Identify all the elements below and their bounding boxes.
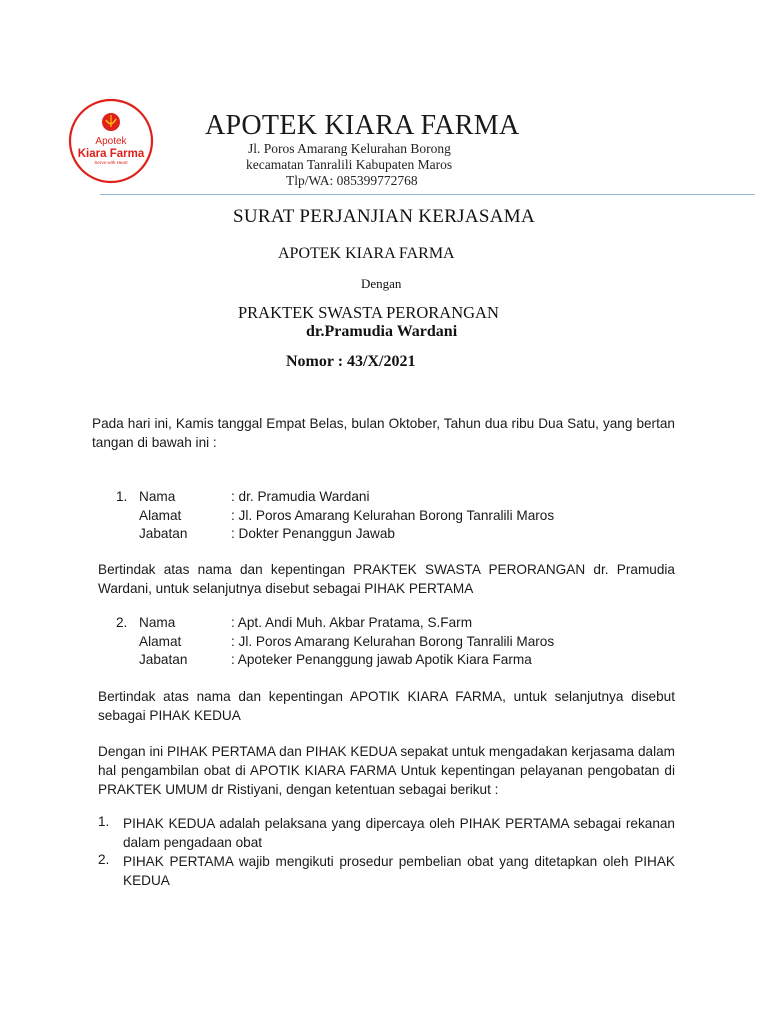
party-two-statement: Bertindak atas nama dan kepentingan APOTIK KIARA FARMA, untuk selanjutnya disebut sebagai PIHAK KEDUA [98, 689, 675, 723]
logo-line2: Kiara Farma [77, 148, 145, 160]
letterhead-divider [100, 194, 755, 195]
row-label: Nama [139, 489, 176, 504]
party-one-statement: Bertindak atas nama dan kepentingan PRAKTEK SWASTA PERORANGAN dr. Pramudia Wardani, untuk selanjutnya disebut sebagai PIHAK PERTAMA [98, 562, 675, 596]
phone-number: Tlp/WA: 085399772768 [286, 173, 418, 188]
pharmacy-name: APOTEK KIARA FARMA [205, 110, 520, 141]
logo-line1: Apotek [95, 136, 127, 147]
clause-number: 2. [98, 852, 110, 867]
row-label: Nama [139, 615, 176, 630]
address-line-2: kecamatan Tanralili Kabupaten Maros [246, 157, 453, 172]
clause-item [98, 814, 675, 854]
row-label: Jabatan [139, 652, 188, 667]
clause-text: PIHAK PERTAMA wajib mengikuti prosedur pembelian obat yang ditetapkan oleh PIHAK KEDUA [123, 854, 675, 888]
intro-paragraph: Pada hari ini, Kamis tanggal Empat Belas, bulan Oktober, Tahun dua ribu Dua Satu, yang bertan tangan di bawah ini : [92, 416, 675, 450]
row-value: : Jl. Poros Amarang Kelurahan Borong Tanralili Maros [231, 508, 555, 523]
document-title: SURAT PERJANJIAN KERJASAMA [232, 206, 535, 227]
row-value: : Jl. Poros Amarang Kelurahan Borong Tanralili Maros [231, 634, 555, 649]
clause-item [98, 852, 675, 892]
clause-number: 1. [98, 814, 110, 829]
party-two-number: 2. [116, 615, 128, 630]
doctor-name: dr.Pramudia Wardani [306, 323, 458, 340]
row-value: : Dokter Penanggun Jawab [231, 526, 395, 541]
pharmacy-logo [68, 98, 154, 184]
mortar-leaf-icon [102, 113, 120, 131]
logo-tagline: Serve with Heart [94, 160, 128, 165]
row-value: : dr. Pramudia Wardani [231, 489, 370, 504]
with-label: Dengan [361, 276, 402, 291]
document-number: Nomor : 43/X/2021 [286, 353, 416, 370]
party-two-title: PRAKTEK SWASTA PERORANGAN [238, 303, 499, 322]
row-label: Alamat [139, 508, 182, 523]
row-label: Jabatan [139, 526, 188, 541]
row-value: : Apt. Andi Muh. Akbar Pratama, S.Farm [231, 615, 473, 630]
row-value: : Apoteker Penanggung jawab Apotik Kiara Farma [231, 652, 532, 667]
address-line-1: Jl. Poros Amarang Kelurahan Borong [248, 141, 451, 156]
row-label: Alamat [139, 634, 182, 649]
clause-text: PIHAK KEDUA adalah pelaksana yang dipercaya oleh PIHAK PERTAMA sebagai rekanan dalam pengadaan obat [123, 816, 675, 850]
party-one-number: 1. [116, 489, 128, 504]
party-one-title: APOTEK KIARA FARMA [278, 245, 455, 262]
agreement-paragraph: Dengan ini PIHAK PERTAMA dan PIHAK KEDUA sepakat untuk mengadakan kerjasama dalam hal pengambilan obat di APOTIK KIARA FARMA Untuk kepentingan pelayanan pengobatan di PRAKTEK UMUM dr Ristiyani, dengan ketentuan sebagai berikut : [98, 744, 675, 797]
